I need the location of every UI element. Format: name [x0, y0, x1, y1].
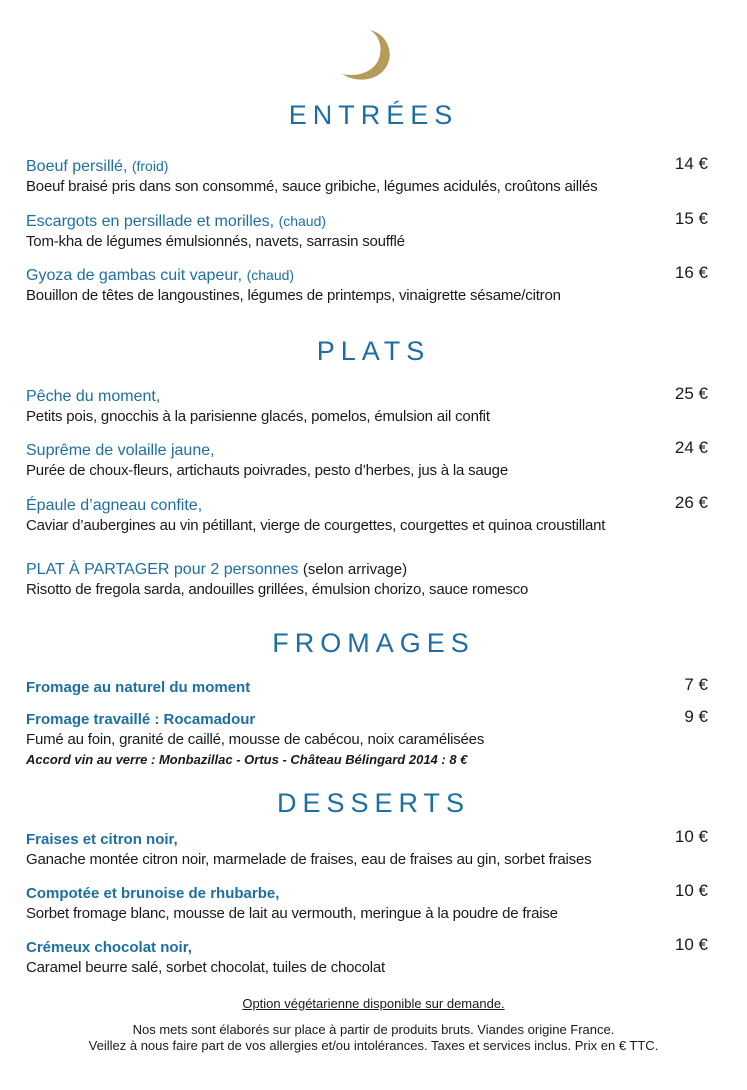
menu-item: [26, 495, 716, 536]
dish-price: 7 €: [684, 675, 708, 694]
section-title-plats: PLATS: [316, 336, 431, 366]
dish-tag: (chaud): [278, 213, 327, 229]
menu-item: [26, 386, 716, 427]
wine-pairing: Accord vin au verre : Monbazillac - Ortus - Château Bélingard 2014 : 8 €: [26, 752, 468, 767]
dish-description: Petits pois, gnocchis à la parisienne glacés, pomelos, émulsion ail confit: [26, 408, 490, 425]
menu-item: [26, 677, 716, 698]
dish-name: Boeuf persillé,: [26, 158, 128, 175]
dish-description: Tom-kha de légumes émulsionnés, navets, sarrasin soufflé: [26, 233, 405, 250]
dish-price: 24 €: [674, 438, 708, 457]
dish-price: 14 €: [674, 154, 708, 173]
menu-item: [26, 211, 716, 252]
dish-price: 26 €: [674, 493, 708, 512]
crescent-moon-icon: [336, 26, 394, 84]
dish-price: 10 €: [674, 827, 708, 846]
footer-line-1: Nos mets sont élaborés sur place à partir de produits bruts. Viandes origine France.: [132, 1022, 615, 1037]
menu-item: [26, 440, 716, 481]
dish-name: Épaule d’agneau confite,: [26, 497, 203, 514]
dish-description: Sorbet fromage blanc, mousse de lait au vermouth, meringue à la poudre de fraise: [26, 905, 558, 922]
dish-name: Fraises et citron noir,: [26, 831, 178, 848]
dish-price: 15 €: [674, 209, 708, 228]
dish-description: Purée de choux-fleurs, artichauts poivrades, pesto d’herbes, jus à la sauge: [26, 462, 508, 479]
dish-tag: (selon arrivage): [302, 561, 408, 578]
dish-tag: (chaud): [246, 267, 295, 283]
menu-item: [26, 829, 716, 870]
dish-name: Escargots en persillade et morilles,: [26, 213, 275, 230]
dish-description: Caviar d’aubergines au vin pétillant, vierge de courgettes, courgettes et quinoa croustillant: [26, 517, 606, 534]
dish-tag: (froid): [131, 158, 169, 174]
dish-price: 16 €: [674, 263, 708, 282]
dish-name: Pêche du moment,: [26, 388, 161, 405]
dish-description: Boeuf braisé pris dans son consommé, sauce gribiche, légumes acidulés, croûtons aillés: [26, 178, 598, 195]
menu-item: [26, 559, 716, 600]
menu-item: [26, 709, 716, 769]
menu-item: [26, 883, 716, 924]
vegetarian-note: Option végétarienne disponible sur demande.: [242, 996, 505, 1011]
dish-price: 9 €: [684, 707, 708, 726]
dish-name: Fromage au naturel du moment: [26, 679, 251, 696]
menu-item: [26, 937, 716, 978]
section-title-fromages: FROMAGES: [272, 628, 475, 658]
dish-description: Caramel beurre salé, sorbet chocolat, tuiles de chocolat: [26, 959, 385, 976]
dish-description: Ganache montée citron noir, marmelade de fraises, eau de fraises au gin, sorbet fraises: [26, 851, 592, 868]
dish-name: Suprême de volaille jaune,: [26, 442, 215, 459]
dish-name: PLAT À PARTAGER pour 2 personnes: [26, 561, 299, 578]
dish-description: Risotto de fregola sarda, andouilles grillées, émulsion chorizo, sauce romesco: [26, 581, 529, 598]
dish-price: 10 €: [674, 881, 708, 900]
section-title-entrees: ENTRÉES: [288, 100, 459, 130]
dish-price: 25 €: [674, 384, 708, 403]
section-title-desserts: DESSERTS: [276, 788, 471, 818]
dish-description: Fumé au foin, granité de caillé, mousse de cabécou, noix caramélisées: [26, 731, 485, 748]
dish-name: Fromage travaillé : Rocamadour: [26, 711, 256, 728]
menu-item: [26, 265, 716, 306]
footer-line-2: Veillez à nous faire part de vos allergies et/ou intolérances. Taxes et services inclus. Prix en € TTC.: [88, 1038, 659, 1053]
dish-name: Crémeux chocolat noir,: [26, 939, 192, 956]
menu-item: [26, 156, 716, 197]
dish-name: Gyoza de gambas cuit vapeur,: [26, 267, 243, 284]
dish-price: 10 €: [674, 935, 708, 954]
dish-name: Compotée et brunoise de rhubarbe,: [26, 885, 280, 902]
dish-description: Bouillon de têtes de langoustines, légumes de printemps, vinaigrette sésame/citron: [26, 287, 561, 304]
